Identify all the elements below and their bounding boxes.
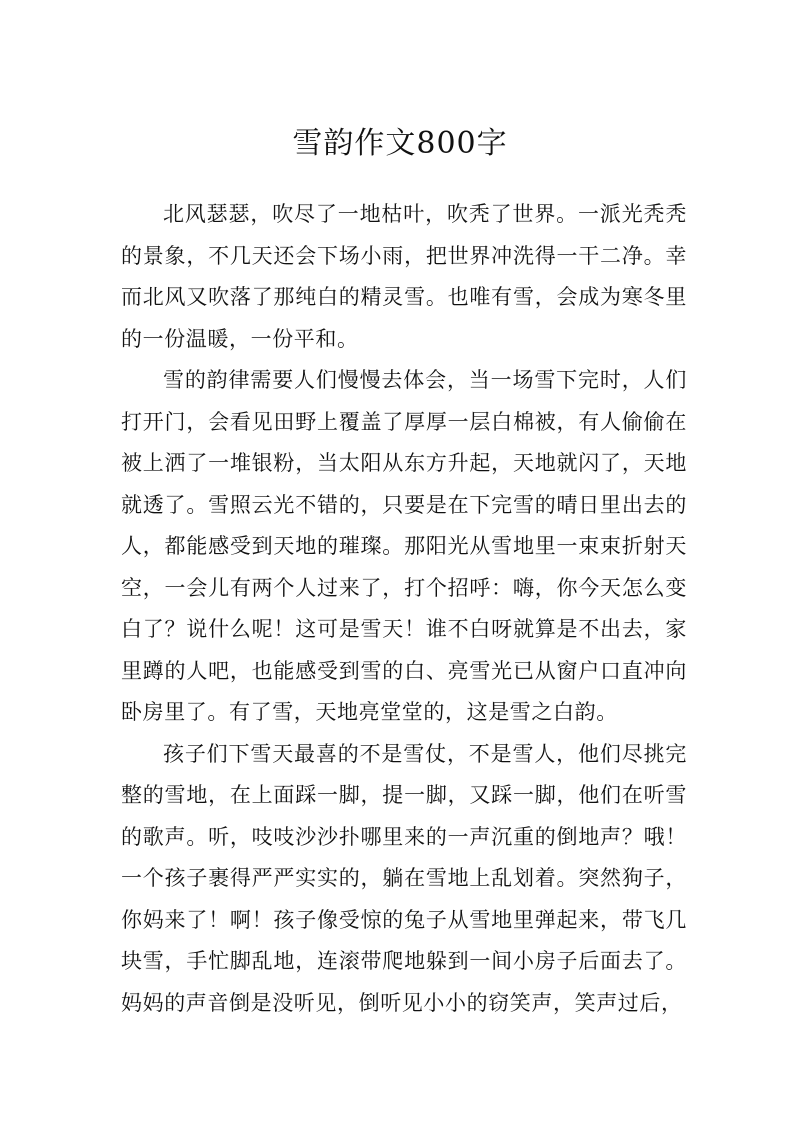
paragraph: 孩子们下雪天最喜的不是雪仗，不是雪人，他们尽挑完整的雪地，在上面踩一脚，提一脚，又踩一脚，他们在听雪的歌声。听，吱吱沙沙扑哪里来的一声沉重的倒地声？哦！一个孩子裹得严严实实的，躺在雪地上乱划着。突然狗子，你妈来了！啊！孩子像受惊的兔子从雪地里弹起来，带飞几块雪，手忙脚乱地，连滚带爬地躲到一间小房子后面去了。妈妈的声音倒是没听见，倒听见小小的窃笑声，笑声过后， xyxy=(121,741,687,1015)
paragraph: 北风瑟瑟，吹尽了一地枯叶，吹秃了世界。一派光秃秃的景象，不几天还会下场小雨，把世界冲洗得一干二净。幸而北风又吹落了那纯白的精灵雪。也唯有雪，会成为寒冬里的一份温暖，一份平和。 xyxy=(121,202,687,351)
paragraph: 雪的韵律需要人们慢慢去体会，当一场雪下完时，人们打开门，会看见田野上覆盖了厚厚一层白棉被，有人偷偷在被上洒了一堆银粉，当太阳从东方升起，天地就闪了，天地就透了。雪照云光不错的，只要是在下完雪的晴日里出去的人，都能感受到天地的璀璨。那阳光从雪地里一束束折射天空，一会儿有两个人过来了，打个招呼：嗨，你今天怎么变白了？说什么呢！这可是雪天！谁不白呀就算是不出去，家里蹲的人吧，也能感受到雪的白、亮雪光已从窗户口直冲向卧房里了。有了雪，天地亮堂堂的，这是雪之白韵。 xyxy=(121,368,687,724)
page-title: 雪韵作文800字 xyxy=(292,126,508,161)
article-body xyxy=(121,194,687,1024)
